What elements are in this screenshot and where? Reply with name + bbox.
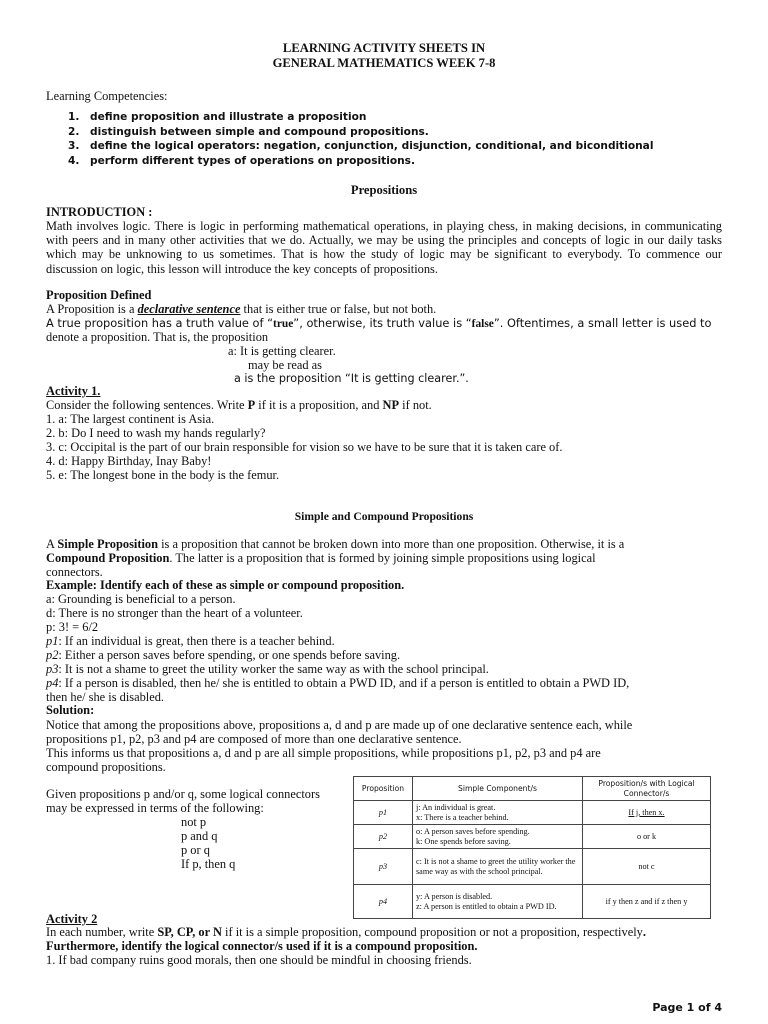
solution-text: compound propositions. (46, 760, 166, 774)
table-row (354, 801, 711, 825)
example-heading: Example: Identify each of these as simple or compound proposition. (46, 578, 405, 592)
section-title-prepositions: Prepositions (350, 183, 418, 197)
competencies-list (68, 110, 653, 168)
activity1-item: 1. a: The largest continent is Asia. (46, 412, 215, 426)
solution-text: Notice that among the propositions above, propositions a, d and p are made up of one declarative sentence each, while (46, 718, 633, 732)
solution-heading: Solution: (46, 703, 95, 717)
definition-line1: A Proposition is a declarative sentence that is either true or false, but not both. (46, 302, 437, 316)
activity2-instructions-2: Furthermore, identify the logical connector/s used if it is a compound proposition. (46, 939, 478, 953)
table-cell-proposition: p3 (354, 849, 413, 885)
table-cell-connector: if y then z and if z then y (583, 885, 711, 919)
connectors-text: Given propositions p and/or q, some logical connectors (46, 787, 320, 801)
definition-line3: denote a proposition. That is, the proposition (46, 330, 269, 344)
table-row (354, 849, 711, 885)
table-header: Proposition (354, 777, 413, 801)
simple-definition-line3: connectors. (46, 565, 103, 579)
table-cell-proposition: p4 (354, 885, 413, 919)
propositions-table (353, 776, 711, 919)
example-item: a: Grounding is beneficial to a person. (46, 592, 236, 606)
table-cell-components: j: An individual is great. x: There is a teacher behind. (413, 801, 583, 825)
solution-text: propositions p1, p2, p3 and p4 are composed of more than one declarative sentence. (46, 732, 462, 746)
table-cell-components: o: A person saves before spending. k: One spends before saving. (413, 825, 583, 849)
solution-text: This informs us that propositions a, d and p are all simple propositions, while propositions p1, p2, p3 and p4 are (46, 746, 601, 760)
introduction-heading: INTRODUCTION : (46, 205, 153, 219)
definition-example: a: It is getting clearer. (228, 344, 336, 358)
document-title-line2: GENERAL MATHEMATICS WEEK 7-8 (272, 56, 496, 70)
page-number: Page 1 of 4 (652, 1001, 722, 1014)
example-item: p3: It is not a shame to greet the utility worker the same way as with the school principal. (46, 662, 489, 676)
introduction-text: Math involves logic. There is logic in performing mathematical operations, in playing chess, in making decisions, in communicating with peers and in many other activities that we do. Actually, we may be using the principles and concepts of logic in our daily tasks which may be unknowing to us sometimes. That is how the study of logic may be significant to everybody. To commence our discussion on logic, this lesson will introduce the key concepts of propositions. (46, 219, 722, 276)
table-header: Proposition/s with Logical Connector/s (583, 777, 711, 801)
connectors-text: may be expressed in terms of the following: (46, 801, 264, 815)
definition-example-read: may be read as (248, 358, 322, 372)
activity1-heading: Activity 1. (46, 384, 101, 398)
simple-definition-line1: A Simple Proposition is a proposition that cannot be broken down into more than one proposition. Otherwise, it is a (46, 537, 625, 551)
table-cell-connector: If j, then x. (583, 801, 711, 825)
activity1-item: 5. e: The longest bone in the body is the femur. (46, 468, 280, 482)
activity1-item: 3. c: Occipital is the part of our brain responsible for vision so we have to be sure that it is taken care of. (46, 440, 563, 454)
simple-definition-line2: Compound Proposition. The latter is a proposition that is formed by joining simple propositions using logical (46, 551, 596, 565)
table-cell-components: y: A person is disabled. z: A person is entitled to obtain a PWD ID. (413, 885, 583, 919)
table-cell-proposition: p2 (354, 825, 413, 849)
connector-form: p or q (181, 843, 210, 857)
section-title-simple-compound: Simple and Compound Propositions (294, 510, 474, 523)
table-cell-connector: not c (583, 849, 711, 885)
document-title-line1: LEARNING ACTIVITY SHEETS IN (282, 41, 486, 55)
competency-item: 1. define proposition and illustrate a proposition (68, 111, 367, 123)
activity2-instructions: In each number, write SP, CP, or N if it is a simple proposition, compound proposition or not a proposition, respectively. (46, 925, 646, 939)
activity2-item: 1. If bad company ruins good morals, then one should be mindful in choosing friends. (46, 953, 472, 967)
example-item-continued: then he/ she is disabled. (46, 690, 165, 704)
connector-form: If p, then q (181, 857, 236, 871)
table-header: Simple Component/s (413, 777, 583, 801)
activity1-item: 2. b: Do I need to wash my hands regularly? (46, 426, 266, 440)
example-item: p4: If a person is disabled, then he/ she is entitled to obtain a PWD ID, and if a person is entitled to obtain a PWD ID, (46, 676, 630, 690)
example-item: p: 3! = 6/2 (46, 620, 99, 634)
activity2-heading: Activity 2 (46, 912, 98, 926)
table-cell-proposition: p1 (354, 801, 413, 825)
definition-example-statement: a is the proposition “It is getting clearer.”. (234, 372, 469, 385)
table-header-row (354, 777, 711, 801)
competency-item: 4. perform different types of operations on propositions. (68, 154, 415, 167)
table-row (354, 825, 711, 849)
connector-form: p and q (181, 829, 218, 843)
definition-line2: A true proposition has a truth value of “true”, otherwise, its truth value is “false”. Oftentimes, a small letter is used to (46, 316, 712, 330)
connector-form: not p (181, 815, 207, 829)
table-cell-connector: o or k (583, 825, 711, 849)
competency-item: 2. distinguish between simple and compound propositions. (68, 125, 429, 138)
activity1-instructions: Consider the following sentences. Write P if it is a proposition, and NP if not. (46, 398, 432, 412)
competency-item: 3. define the logical operators: negation, conjunction, disjunction, conditional, and biconditional (68, 140, 654, 153)
table-cell-components: c: It is not a shame to greet the utility worker the same way as with the school principal. (413, 849, 583, 885)
example-item: d: There is no stronger than the heart of a volunteer. (46, 606, 303, 620)
example-item: p1: If an individual is great, then there is a teacher behind. (46, 634, 335, 648)
definition-heading: Proposition Defined (46, 288, 152, 302)
competencies-heading: Learning Competencies: (46, 89, 168, 103)
example-item: p2: Either a person saves before spending, or one spends before saving. (46, 648, 401, 662)
activity1-item: 4. d: Happy Birthday, Inay Baby! (46, 454, 212, 468)
